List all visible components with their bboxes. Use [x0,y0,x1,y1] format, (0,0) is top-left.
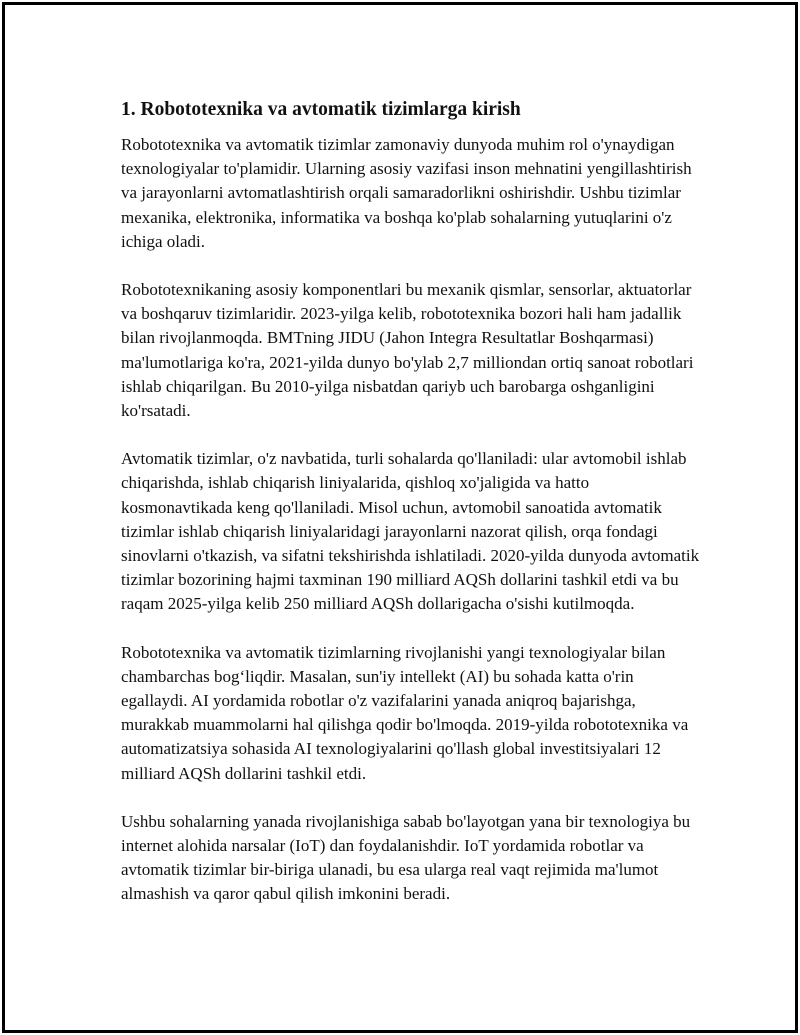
document-page [2,2,798,1033]
paragraph-4: Robototexnika va avtomatik tizimlarning rivojlanishi yangi texnologiyalar bilan chambarchas bog‘liqdir. Masalan, sun'iy intellekt (AI) bu sohada katta o'rin egallaydi. AI yordamida robotlar o'z vazifalarini yanada aniqroq bajarishga, murakkab muammolarni hal qilishga qodir bo'lmoqda. 2019-yilda robototexnika va automatizatsiya sohasida AI texnologiyalarini qo'llash global investitsiyalari 12 milliard AQSh dollarini tashkil etdi. [121,642,689,783]
paragraph-1: Robototexnika va avtomatik tizimlar zamonaviy dunyoda muhim rol o'ynaydigan texnologiyalar to'plamidir. Ularning asosiy vazifasi inson mehnatini yengillashtirish va jarayonlarni avtomatlashtirish orqali samaradorlikni oshirishdir. Ushbu tizimlar mexanika, elektronika, informatika va boshqa ko'plab sohalarning yutuqlarini o'z ichiga oladi. [121,135,692,251]
paragraph-3: Avtomatik tizimlar, o'z navbatida, turli sohalarda qo'llaniladi: ular avtomobil ishlab chiqarishda, ishlab chiqarish liniyalarida, qishloq xo'jaligida va hatto kosmonavtikada keng qo'llaniladi. Misol uchun, avtomobil sanoatida avtomatik tizimlar ishlab chiqarish liniyalaridagi jarayonlarni nazorat qilish, orqa fondagi sinovlarni o'tkazish, va sifatni tekshirishda ishlatiladi. 2020-yilda dunyoda avtomatik tizimlar bozorining hajmi taxminan 190 milliard AQSh dollarini tashkil etdi va bu raqam 2025-yilga kelib 250 milliard AQSh dollarigacha o'sishi kutilmoqda. [121,449,700,614]
paragraph-5: Ushbu sohalarning yanada rivojlanishiga sabab bo'layotgan yana bir texnologiya bu internet alohida narsalar (IoT) dan foydalanishdir. IoT yordamida robotlar va avtomatik tizimlar bir-biriga ulanadi, bu esa ularga real vaqt rejimida ma'lumot almashish va qaror qabul qilish imkonini beradi. [121,811,691,904]
paragraph-2: Robototexnikaning asosiy komponentlari bu mexanik qismlar, sensorlar, aktuatorlar va boshqaruv tizimlaridir. 2023-yilga kelib, robototexnika bozori hali ham jadallik bilan rivojlanmoqda. BMTning JIDU (Jahon Integra Resultatlar Boshqarmasi) ma'lumotlariga ko'ra, 2021-yilda dunyo bo'ylab 2,7 milliondan ortiq sanoat robotlari ishlab chiqarilgan. Bu 2010-yilga nisbatdan qariyb uch barobarga oshganligini ko'rsatadi. [121,280,694,421]
section-heading: 1. Robototexnika va avtomatik tizimlarga kirish [121,99,521,120]
document-body [121,97,701,931]
